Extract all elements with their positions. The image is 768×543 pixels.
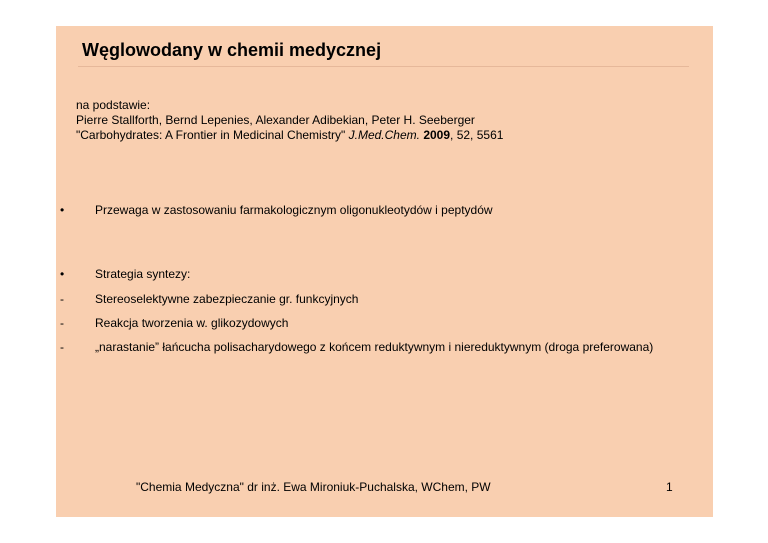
- list-item-text: Przewaga w zastosowaniu farmakologicznym oligonukleotydów i peptydów: [95, 203, 493, 217]
- bullet-marker: •: [60, 203, 65, 217]
- source-authors: Pierre Stallforth, Bernd Lepenies, Alexander Adibekian, Peter H. Seeberger: [76, 113, 475, 127]
- list-item-text: Strategia syntezy:: [95, 267, 191, 281]
- source-reference: [76, 128, 503, 143]
- slide: [56, 26, 713, 517]
- dash-marker: -: [60, 292, 64, 306]
- bullet-marker: •: [60, 267, 65, 281]
- source-title: "Carbohydrates: A Frontier in Medicinal Chemistry": [76, 128, 349, 142]
- slide-title: Węglowodany w chemii medycznej: [82, 40, 382, 60]
- source-journal: J.Med.Chem.: [348, 128, 420, 142]
- list-item-text: Reakcja tworzenia w. glikozydowych: [95, 316, 289, 330]
- source-volume-pages: , 52, 5561: [450, 128, 504, 142]
- source-intro: na podstawie:: [76, 98, 151, 112]
- list-item-text: Stereoselektywne zabezpieczanie gr. funkcyjnych: [95, 292, 359, 306]
- source-citation: [76, 98, 503, 143]
- slide-footer: "Chemia Medyczna" dr inż. Ewa Mironiuk-Puchalska, WChem, PW: [136, 480, 491, 494]
- source-year: 2009: [423, 128, 451, 142]
- dash-marker: -: [60, 340, 64, 354]
- dash-marker: -: [60, 316, 64, 330]
- title-divider: [78, 66, 689, 67]
- list-item-text: „narastanie” łańcucha polisacharydowego z końcem reduktywnym i niereduktywnym (droga preferowana): [95, 340, 654, 354]
- page-number: 1: [666, 480, 673, 494]
